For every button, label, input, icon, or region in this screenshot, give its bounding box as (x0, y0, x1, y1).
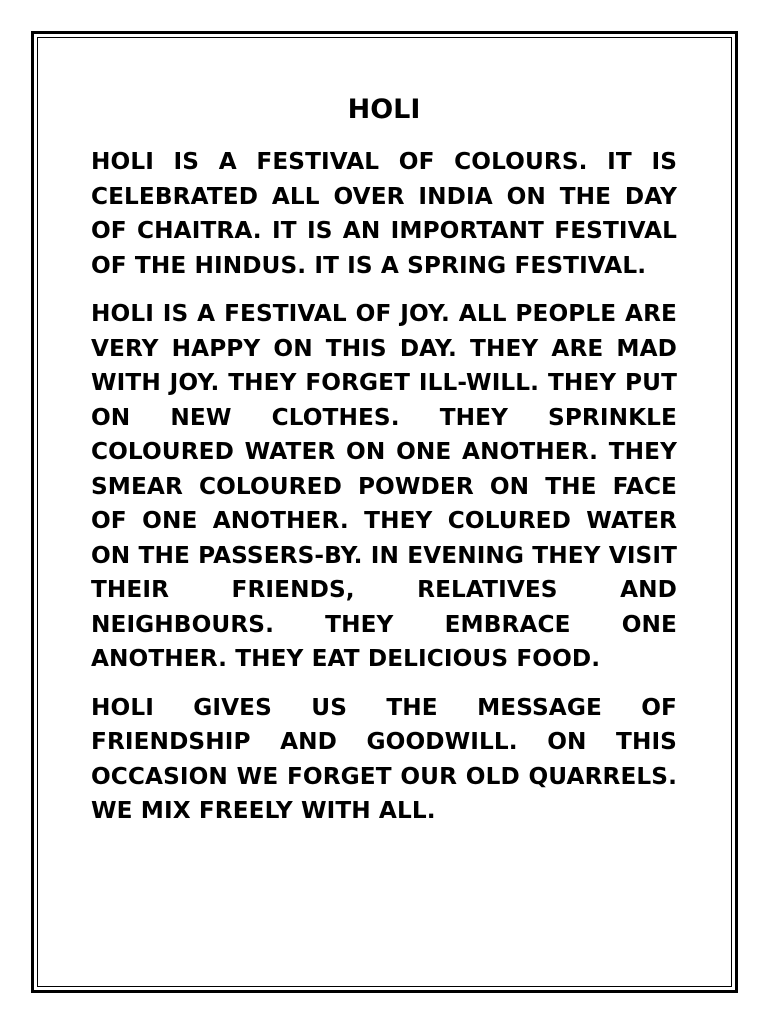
essay-paragraph-2: HOLI IS A FESTIVAL OF JOY. ALL PEOPLE ARE VERY HAPPY ON THIS DAY. THEY ARE MAD WITH JOY. THEY FORGET ILL-WILL. THEY PUT ON NEW CLOTHES. THEY SPRINKLE COLOURED WATER ON ONE ANOTHER. THEY SMEAR COLOURED POWDER ON THE FACE OF ONE ANOTHER. THEY COLURED WATER ON THE PASSERS-BY. IN EVENING THEY VISIT THEIR FRIENDS, RELATIVES AND NEIGHBOURS. THEY EMBRACE ONE ANOTHER. THEY EAT DELICIOUS FOOD. (91, 300, 677, 672)
essay-paragraph-3: HOLI GIVES US THE MESSAGE OF FRIENDSHIP AND GOODWILL. ON THIS OCCASION WE FORGET OUR OLD QUARRELS. WE MIX FREELY WITH ALL. (91, 693, 677, 824)
essay-body (91, 93, 677, 843)
essay-paragraph-1: HOLI IS A FESTIVAL OF COLOURS. IT IS CELEBRATED ALL OVER INDIA ON THE DAY OF CHAITRA. IT IS AN IMPORTANT FESTIVAL OF THE HINDUS. IT IS A SPRING FESTIVAL. (91, 148, 677, 279)
essay-title: HOLI (347, 94, 421, 125)
